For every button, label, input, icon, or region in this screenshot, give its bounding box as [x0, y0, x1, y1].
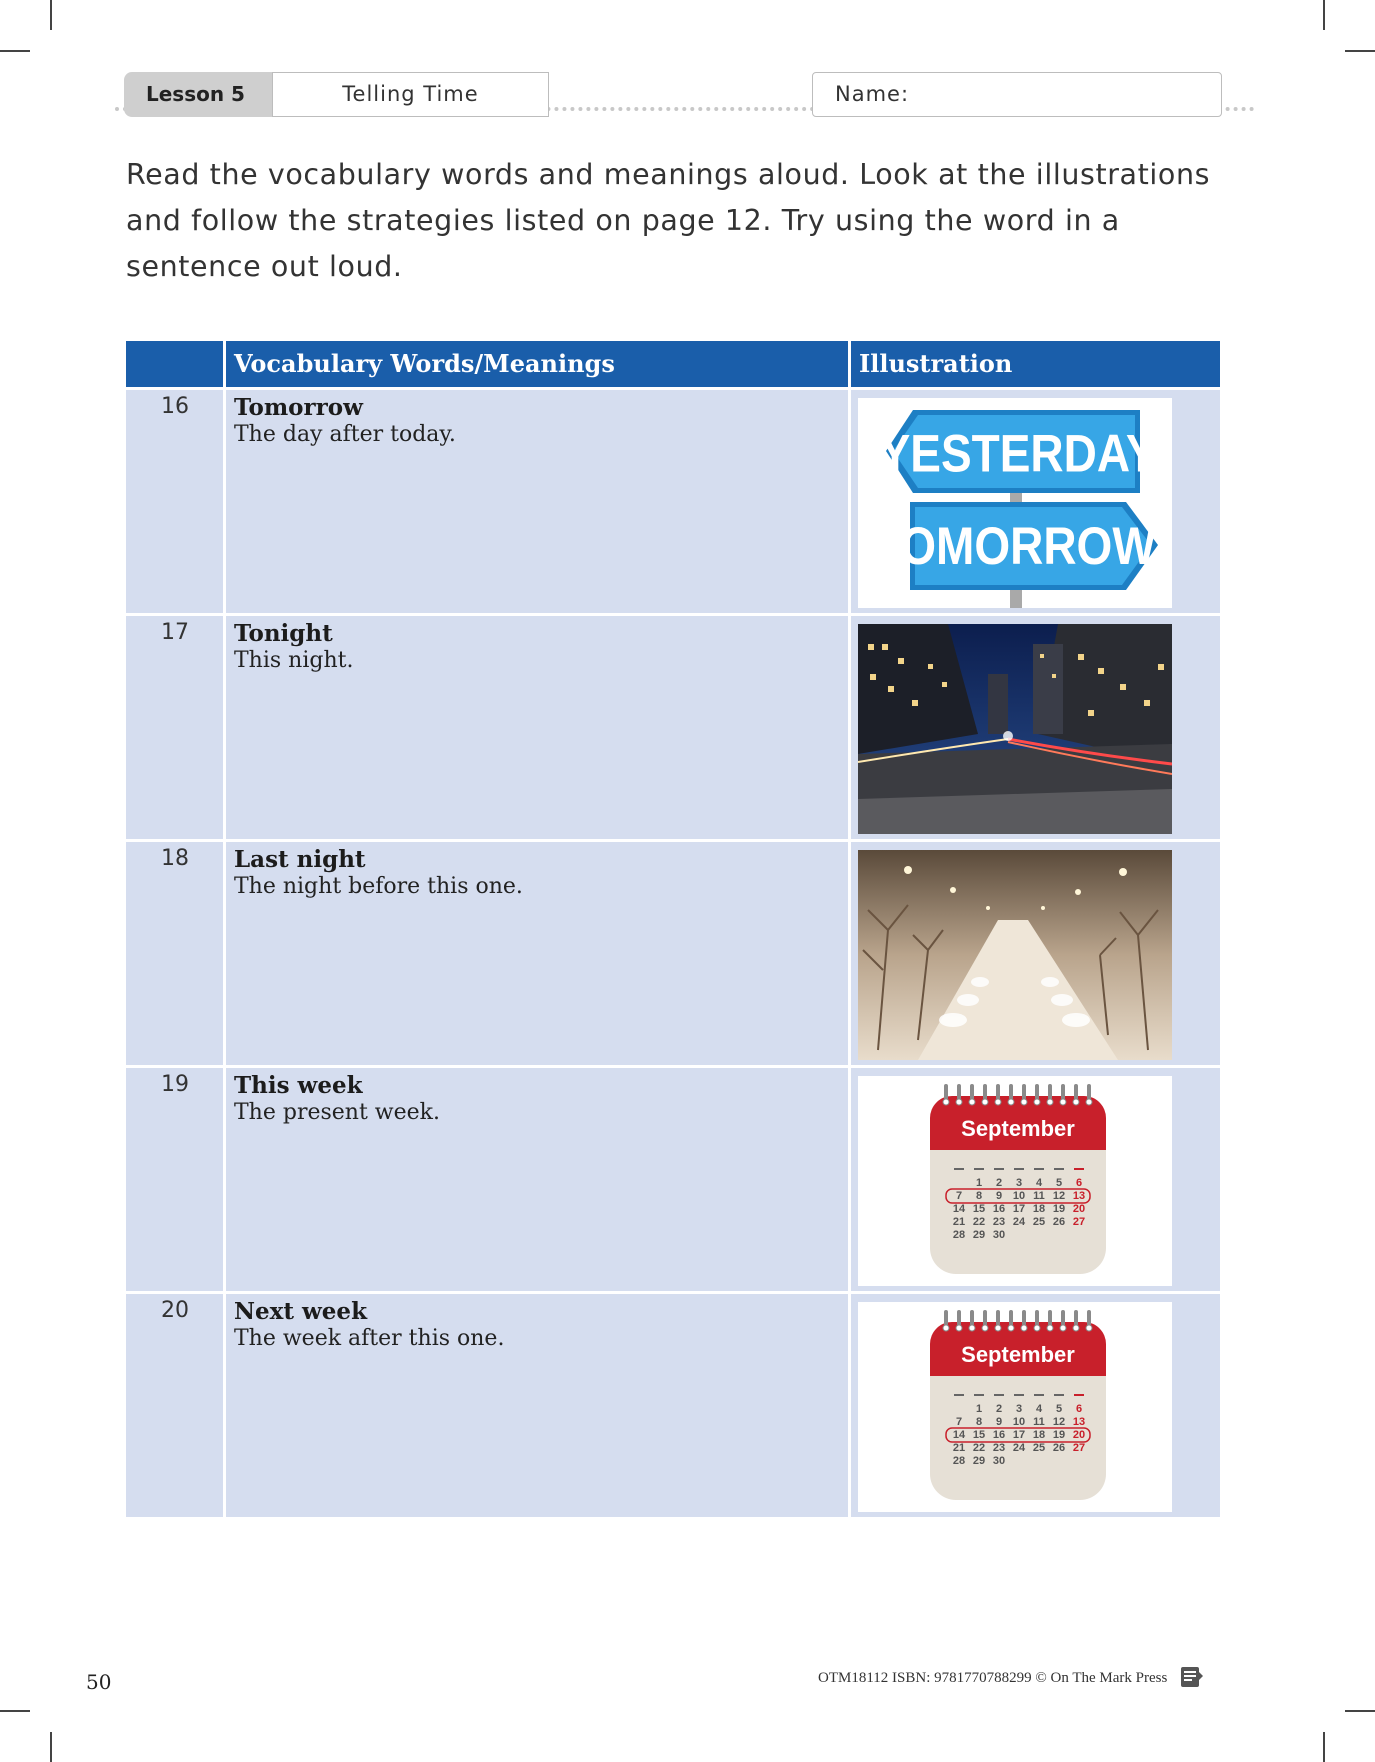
- row-number: 18: [126, 842, 223, 1065]
- calendar-day: 3: [1015, 1177, 1023, 1189]
- vocab-meaning: This night.: [234, 648, 354, 673]
- calendar-day: 4: [1035, 1403, 1043, 1415]
- calendar-day: 5: [1055, 1177, 1063, 1189]
- vocab-entry: [226, 1294, 848, 1517]
- calendar-day: 23: [992, 1442, 1006, 1454]
- calendar-day: 11: [1033, 1416, 1045, 1428]
- yesterday-tomorrow-sign-image: [858, 398, 1172, 608]
- calendar-day: 26: [1052, 1216, 1066, 1228]
- calendar-day: 6: [1075, 1177, 1083, 1189]
- vocab-entry: [226, 842, 848, 1065]
- vocab-entry: [226, 616, 848, 839]
- calendar-day: 3: [1015, 1403, 1023, 1415]
- header-words: Vocabulary Words/Meanings: [226, 341, 848, 387]
- calendar-month: September: [961, 1342, 1075, 1367]
- lesson-label: Lesson 5: [124, 72, 272, 117]
- calendar-day: 28: [952, 1229, 966, 1241]
- calendar-day: 13: [1072, 1190, 1086, 1202]
- calendar-day: 1: [975, 1403, 983, 1415]
- name-label: Name:: [835, 82, 910, 106]
- calendar-day: 27: [1072, 1216, 1086, 1228]
- calendar-day: 16: [992, 1429, 1006, 1441]
- vocab-word: Next week: [234, 1298, 368, 1325]
- calendar-day: 7: [955, 1190, 963, 1202]
- calendar-day: 24: [1012, 1216, 1026, 1228]
- table-header: [126, 341, 1220, 387]
- sign-tomorrow-text: TOMORROW: [873, 517, 1156, 576]
- calendar-day: 14: [952, 1429, 966, 1441]
- calendar-day: 4: [1035, 1177, 1043, 1189]
- calendar-day: 30: [992, 1229, 1006, 1241]
- snowy-street-image: [858, 850, 1172, 1060]
- calendar-day: 2: [995, 1403, 1003, 1415]
- crop-mark: [50, 1732, 52, 1762]
- table-row: [126, 390, 1220, 613]
- calendar-day: 19: [1052, 1429, 1066, 1441]
- calendar-day: 11: [1033, 1190, 1045, 1202]
- calendar-day: 20: [1072, 1203, 1086, 1215]
- calendar-day: 26: [1052, 1442, 1066, 1454]
- publisher-logo: [1180, 1666, 1204, 1688]
- vocab-entry: [226, 1068, 848, 1291]
- calendar-day: 2: [995, 1177, 1003, 1189]
- sign-yesterday-text: YESTERDAY: [879, 424, 1157, 484]
- vocab-word: Tonight: [234, 620, 333, 647]
- table-row: [126, 1294, 1220, 1517]
- vocab-word: Tomorrow: [234, 394, 363, 421]
- calendar-day: 16: [992, 1203, 1006, 1215]
- calendar-day: 29: [972, 1229, 986, 1241]
- calendar-day: 25: [1032, 1442, 1046, 1454]
- vocab-word: Last night: [234, 846, 366, 873]
- table-row: [126, 842, 1220, 1065]
- illustration-cell: [851, 390, 1220, 613]
- row-number: 20: [126, 1294, 223, 1517]
- calendar-day: 17: [1012, 1429, 1026, 1441]
- footer-publisher: OTM18112 ISBN: 9781770788299 © On The Mark Press: [818, 1670, 1168, 1686]
- table-row: [126, 616, 1220, 839]
- header-number: [126, 341, 223, 387]
- calendar-day: 8: [975, 1190, 983, 1202]
- city-night-image: [858, 624, 1172, 834]
- vocab-meaning: The night before this one.: [234, 874, 523, 899]
- calendar-day: 22: [972, 1442, 986, 1454]
- calendar-day: 28: [952, 1455, 966, 1467]
- vocab-word: This week: [234, 1072, 363, 1099]
- crop-mark: [1323, 1732, 1325, 1762]
- illustration-cell: [851, 616, 1220, 839]
- instructions-text: Read the vocabulary words and meanings aloud. Look at the illustrations and follow the strategies listed on page 12. Try using the word in a sentence out loud.: [126, 158, 1211, 283]
- crop-mark: [50, 0, 52, 30]
- crop-mark: [0, 1710, 30, 1712]
- calendar-day: 14: [952, 1203, 966, 1215]
- crop-mark: [1345, 50, 1375, 52]
- page-number: 50: [86, 1670, 112, 1694]
- calendar-day: 9: [995, 1416, 1003, 1428]
- illustration-cell: [851, 842, 1220, 1065]
- vocab-entry: [226, 390, 848, 613]
- calendar-day: 10: [1012, 1416, 1026, 1428]
- calendar-day: 18: [1032, 1203, 1046, 1215]
- illustration-cell: [851, 1068, 1220, 1291]
- calendar-day: 18: [1032, 1429, 1046, 1441]
- calendar-day: 25: [1032, 1216, 1046, 1228]
- calendar-day: 15: [972, 1203, 986, 1215]
- row-number: 19: [126, 1068, 223, 1291]
- calendar-day: 20: [1072, 1429, 1086, 1441]
- vocabulary-table: [126, 341, 1220, 1517]
- crop-mark: [1323, 0, 1325, 30]
- calendar-day: 1: [975, 1177, 983, 1189]
- calendar-day: 29: [972, 1455, 986, 1467]
- calendar-day: 21: [952, 1216, 966, 1228]
- calendar-day: 9: [995, 1190, 1003, 1202]
- calendar-day: 12: [1052, 1416, 1066, 1428]
- calendar-day: 23: [992, 1216, 1006, 1228]
- calendar-day: 6: [1075, 1403, 1083, 1415]
- calendar-day: 10: [1012, 1190, 1026, 1202]
- table-row: [126, 1068, 1220, 1291]
- illustration-cell: [851, 1294, 1220, 1517]
- vocab-meaning: The day after today.: [234, 422, 456, 447]
- calendar-day: 17: [1012, 1203, 1026, 1215]
- crop-mark: [1345, 1710, 1375, 1712]
- calendar-day: 12: [1052, 1190, 1066, 1202]
- calendar-day: 5: [1055, 1403, 1063, 1415]
- calendar-day: 7: [955, 1416, 963, 1428]
- crop-mark: [0, 50, 30, 52]
- topic-title: Telling Time: [272, 72, 549, 117]
- vocab-meaning: The present week.: [234, 1100, 440, 1125]
- calendar-day: 24: [1012, 1442, 1026, 1454]
- calendar-next-week-image: [858, 1302, 1172, 1512]
- row-number: 17: [126, 616, 223, 839]
- calendar-this-week-image: [858, 1076, 1172, 1286]
- vocab-meaning: The week after this one.: [234, 1326, 505, 1351]
- calendar-month: September: [961, 1116, 1075, 1141]
- calendar-day: 22: [972, 1216, 986, 1228]
- header-illustration: Illustration: [851, 341, 1220, 387]
- row-number: 16: [126, 390, 223, 613]
- calendar-day: 30: [992, 1455, 1006, 1467]
- calendar-day: 13: [1072, 1416, 1086, 1428]
- calendar-day: 8: [975, 1416, 983, 1428]
- name-field[interactable]: [812, 72, 1222, 117]
- calendar-day: 15: [972, 1429, 986, 1441]
- calendar-day: 27: [1072, 1442, 1086, 1454]
- calendar-day: 19: [1052, 1203, 1066, 1215]
- calendar-day: 21: [952, 1442, 966, 1454]
